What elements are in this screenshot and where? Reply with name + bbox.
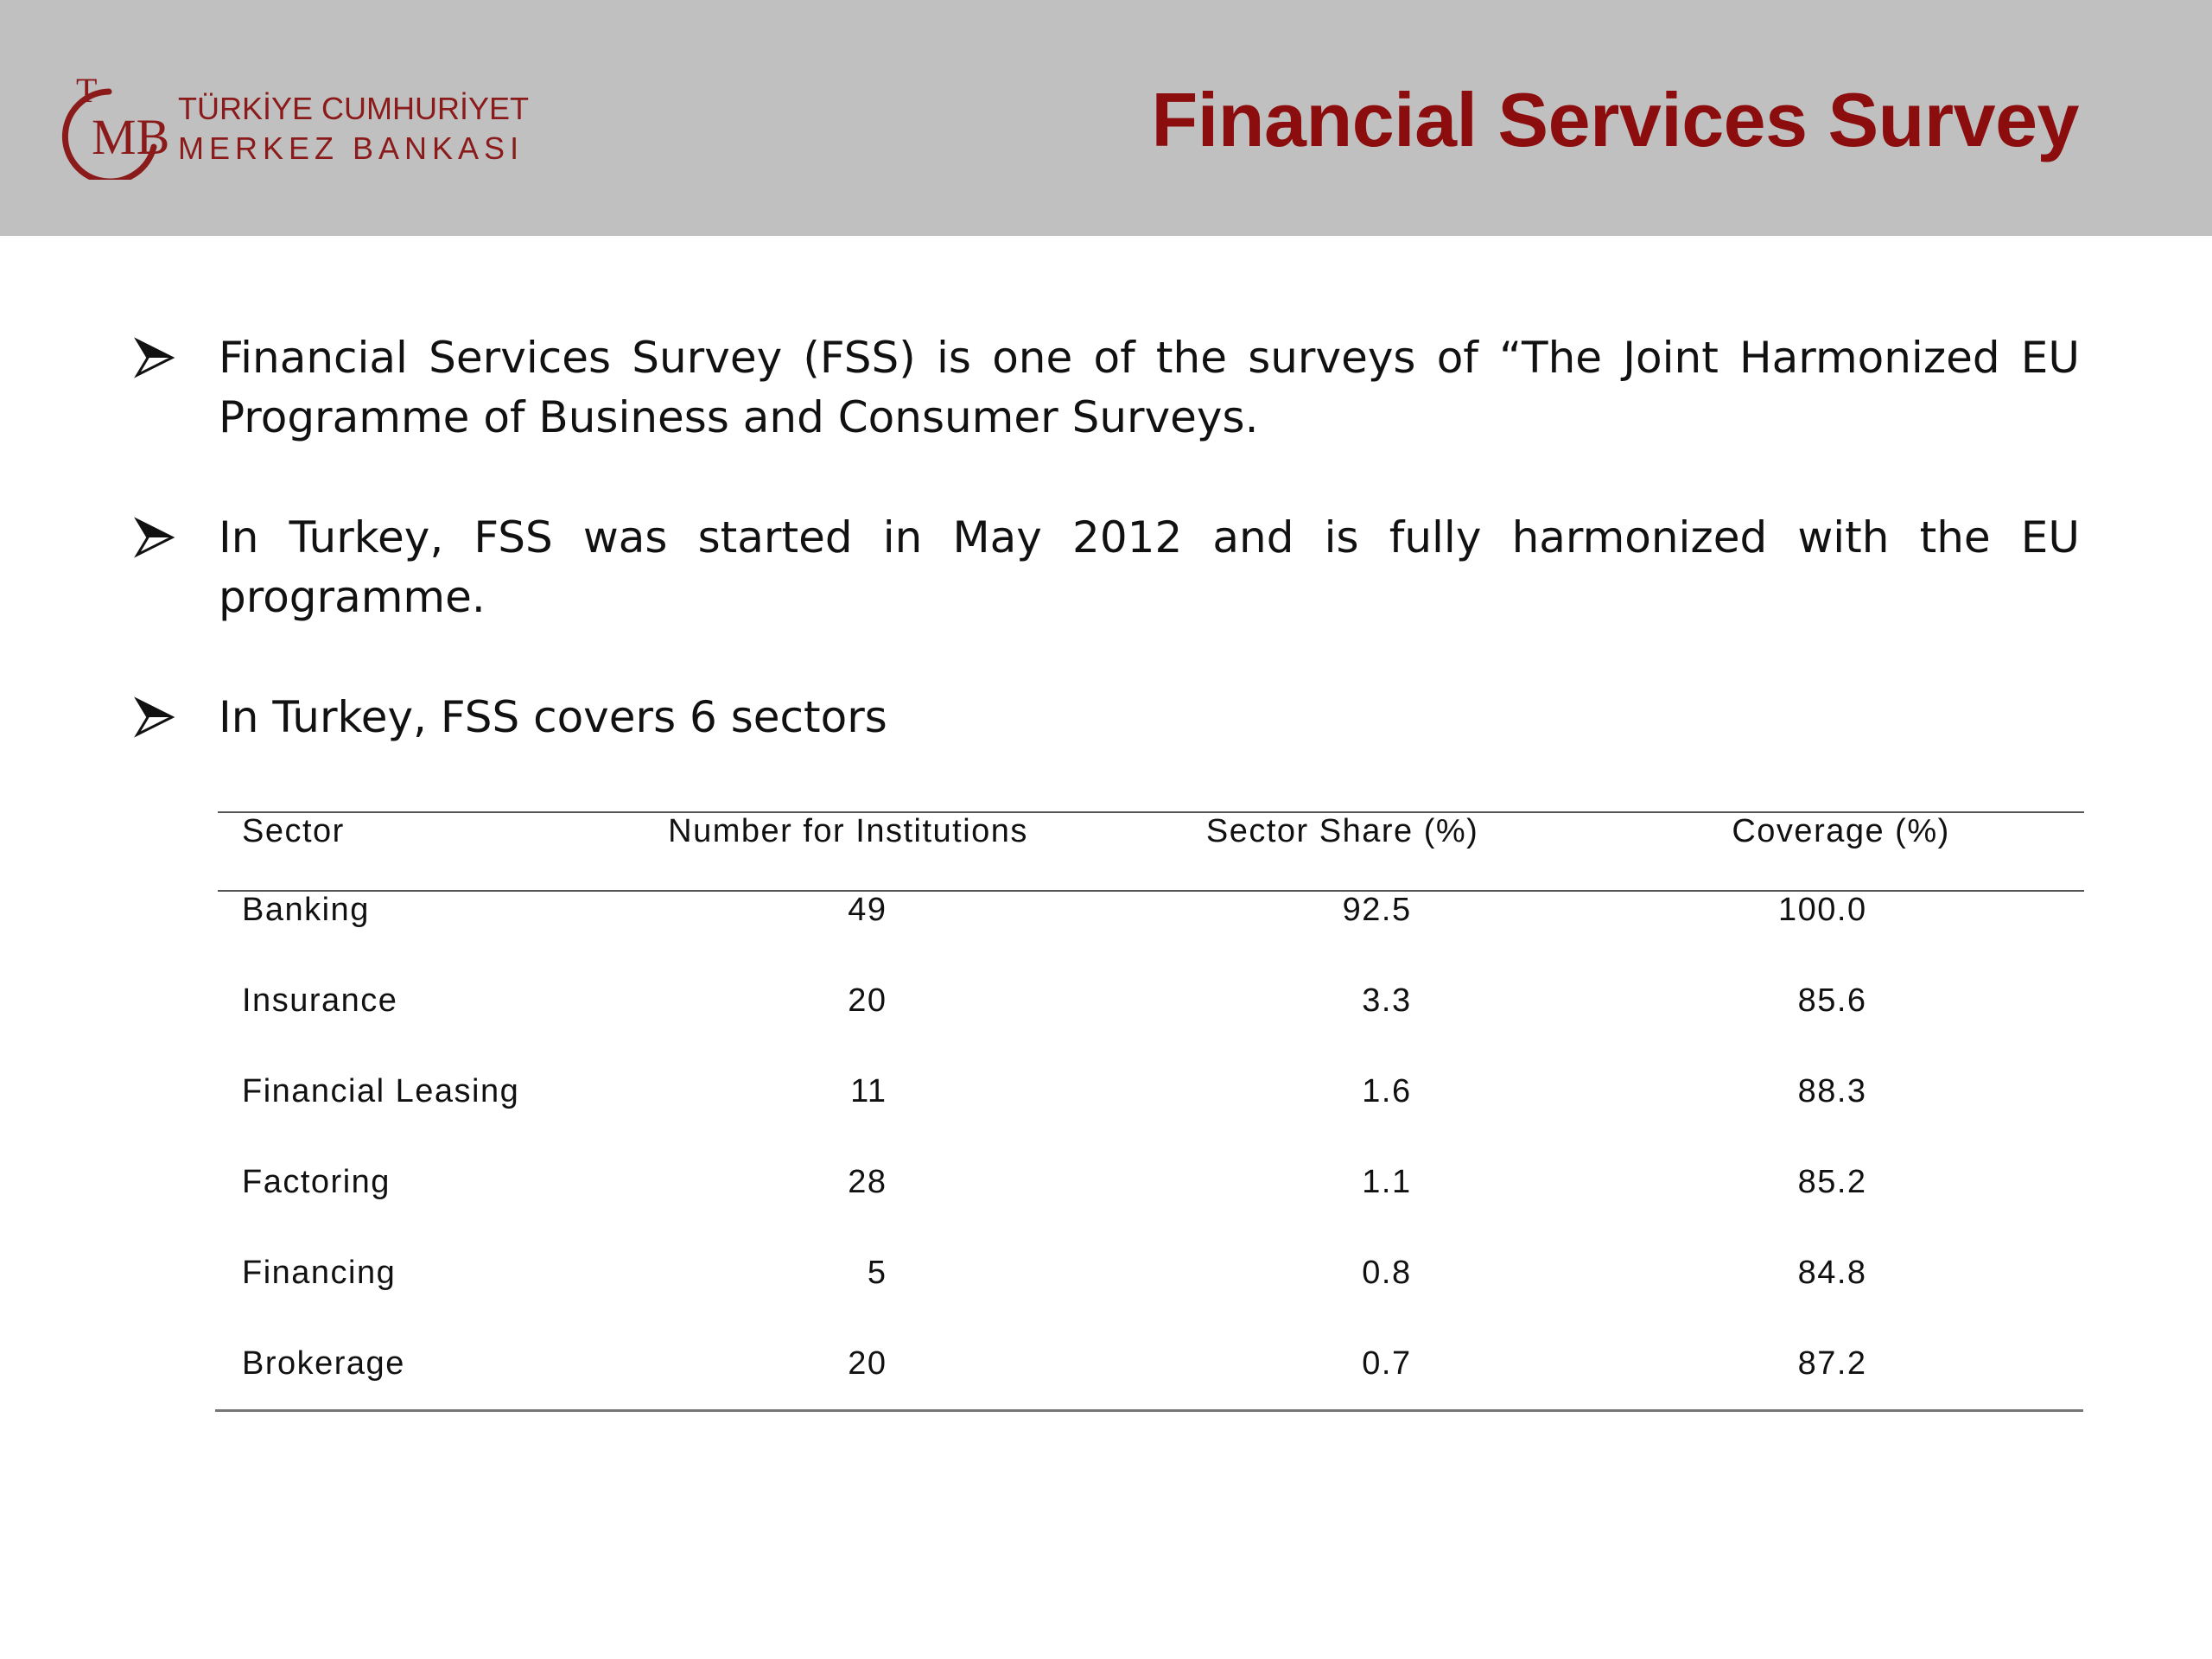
sector-table — [218, 811, 2084, 1409]
cell-institutions: 11 — [850, 1073, 887, 1109]
logo-line2: MERKEZ BANKASI — [178, 130, 524, 166]
header-bar — [0, 0, 2212, 236]
cell-coverage: 88.3 — [1797, 1073, 1867, 1109]
cell-coverage: 87.2 — [1797, 1345, 1867, 1382]
cell-share: 0.7 — [1362, 1345, 1412, 1382]
cell-institutions: 49 — [848, 892, 887, 928]
arrow-bullet-icon — [134, 517, 175, 558]
cell-coverage: 85.2 — [1797, 1164, 1867, 1200]
column-header-institutions: Number for Institutions — [609, 812, 1087, 891]
logo-letters-mb: MB — [92, 109, 170, 165]
arrow-bullet-icon — [134, 696, 175, 738]
arrow-bullet-icon — [134, 337, 175, 378]
table-bottom-rule — [215, 1409, 2083, 1412]
logo-line1: TÜRKİYE CUMHURİYET — [178, 91, 530, 126]
bullet-text: Financial Services Survey (FSS) is one of the surveys of “The Joint Harmonized EU Programme of Business and Consumer Surveys. — [219, 333, 2080, 442]
tcmb-logo — [57, 76, 541, 180]
cell-sector: Banking — [242, 892, 370, 928]
cell-coverage: 85.6 — [1797, 982, 1867, 1019]
cell-sector: Financing — [242, 1255, 397, 1291]
bullet-item — [134, 508, 2080, 627]
bullet-item — [134, 328, 2080, 448]
cell-coverage: 100.0 — [1777, 892, 1867, 928]
cell-share: 1.6 — [1362, 1073, 1412, 1109]
tcmb-logo-graphic — [57, 76, 541, 180]
bullet-list — [134, 328, 2080, 808]
cell-sector: Insurance — [242, 982, 398, 1019]
cell-institutions: 5 — [867, 1255, 887, 1291]
cell-share: 3.3 — [1362, 982, 1412, 1019]
table-row — [218, 970, 2084, 1061]
table-row — [218, 1243, 2084, 1333]
cell-institutions: 20 — [848, 1345, 887, 1382]
cell-share: 92.5 — [1342, 892, 1412, 928]
sector-table-container — [218, 811, 2084, 1412]
table-header-row — [218, 812, 2084, 891]
table-row — [218, 1061, 2084, 1152]
table-row — [218, 1152, 2084, 1243]
cell-institutions: 28 — [848, 1164, 887, 1200]
bullet-text: In Turkey, FSS covers 6 sectors — [219, 692, 887, 742]
cell-share: 0.8 — [1362, 1255, 1412, 1291]
table-row — [218, 891, 2084, 970]
column-header-coverage: Coverage (%) — [1598, 812, 2084, 891]
page-title: Financial Services Survey — [1151, 77, 2079, 162]
column-header-sector: Sector — [218, 812, 609, 891]
cell-sector: Brokerage — [242, 1345, 405, 1382]
bullet-text: In Turkey, FSS was started in May 2012 and is fully harmonized with the EU programme. — [219, 512, 2080, 622]
cell-institutions: 20 — [848, 982, 887, 1019]
cell-coverage: 84.8 — [1797, 1255, 1867, 1291]
cell-share: 1.1 — [1362, 1164, 1412, 1200]
cell-sector: Factoring — [242, 1164, 391, 1200]
table-row — [218, 1333, 2084, 1409]
column-header-share: Sector Share (%) — [1087, 812, 1598, 891]
cell-sector: Financial Leasing — [242, 1073, 520, 1109]
logo-letter-t: T — [76, 76, 98, 110]
bullet-item — [134, 688, 2080, 747]
